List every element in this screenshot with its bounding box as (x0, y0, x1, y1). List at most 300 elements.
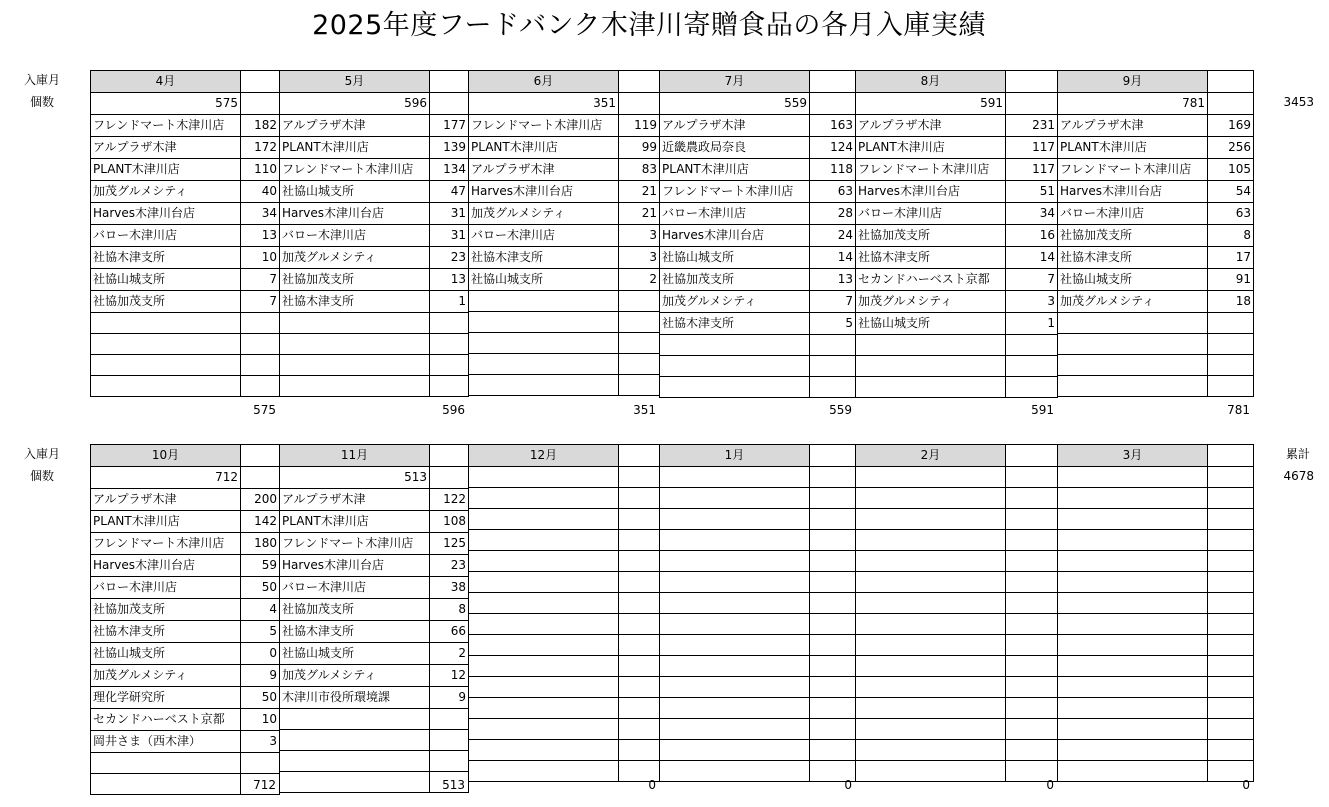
donor-name (660, 635, 810, 656)
donor-qty: 117 (1006, 137, 1058, 159)
donor-name (660, 593, 810, 614)
month-count: 559 (660, 93, 810, 115)
donor-name (1058, 376, 1208, 397)
donor-name (469, 551, 619, 572)
table-row (1058, 247, 1254, 269)
donor-qty: 13 (810, 269, 856, 291)
month-header: 3月 (1058, 445, 1208, 467)
table-row (660, 356, 856, 377)
donor-name (1058, 488, 1208, 509)
donor-name (280, 334, 430, 355)
donor-name (1058, 719, 1208, 740)
donor-name (660, 551, 810, 572)
table-row (856, 203, 1058, 225)
donor-qty (810, 635, 856, 656)
donor-name: アルプラザ木津 (91, 137, 241, 159)
table-row (660, 181, 856, 203)
donor-qty (810, 593, 856, 614)
table-row (1058, 677, 1254, 698)
donor-name: 社協山城支所 (856, 313, 1006, 335)
table-row (469, 203, 660, 225)
donor-name: 社協木津支所 (280, 291, 430, 313)
donor-qty: 139 (430, 137, 469, 159)
donor-qty (810, 335, 856, 356)
donor-qty (810, 530, 856, 551)
donor-qty (810, 656, 856, 677)
month-table (659, 444, 855, 782)
donor-qty (1208, 509, 1254, 530)
donor-qty (1006, 635, 1058, 656)
table-row (280, 269, 469, 291)
donor-name (856, 572, 1006, 593)
table-row (1058, 376, 1254, 397)
donor-name: アルプラザ木津 (469, 159, 619, 181)
table-row (91, 159, 280, 181)
donor-qty: 63 (810, 181, 856, 203)
donor-name: Harves木津川台店 (469, 181, 619, 203)
donor-name (856, 530, 1006, 551)
donor-name: バロー木津川店 (660, 203, 810, 225)
donor-qty: 0 (241, 643, 280, 665)
donor-name (469, 291, 619, 312)
donor-name: 加茂グルメシティ (469, 203, 619, 225)
donor-name (469, 312, 619, 333)
donor-name: 加茂グルメシティ (280, 247, 430, 269)
header-blank-cell (1208, 445, 1254, 467)
donor-name: 社協山城支所 (91, 269, 241, 291)
donor-qty: 172 (241, 137, 280, 159)
donor-name: アルプラザ木津 (856, 115, 1006, 137)
table-row (660, 530, 856, 551)
donor-qty (1208, 313, 1254, 334)
header-blank-cell (430, 71, 469, 93)
donor-qty: 99 (619, 137, 660, 159)
donor-qty (619, 291, 660, 312)
donor-name (1058, 677, 1208, 698)
donor-name: 社協木津支所 (856, 247, 1006, 269)
donor-name (660, 740, 810, 761)
donor-qty: 14 (1006, 247, 1058, 269)
donor-qty: 9 (241, 665, 280, 687)
donor-name: PLANT木津川店 (856, 137, 1006, 159)
table-row (856, 530, 1058, 551)
donor-qty: 117 (1006, 159, 1058, 181)
table-row (280, 115, 469, 137)
count-blank-cell (1208, 467, 1254, 488)
table-row (469, 740, 660, 761)
table-row (1058, 635, 1254, 656)
table-row (91, 621, 280, 643)
month-count (469, 467, 619, 488)
donor-name (856, 356, 1006, 377)
table-row (280, 225, 469, 247)
donor-name (91, 334, 241, 355)
table-row (1058, 115, 1254, 137)
month-count: 351 (469, 93, 619, 115)
donor-qty: 21 (619, 181, 660, 203)
donor-qty: 119 (619, 115, 660, 137)
table-row (1058, 740, 1254, 761)
donor-name (280, 376, 430, 397)
donor-qty (1006, 572, 1058, 593)
donor-qty: 10 (241, 709, 280, 731)
table-row (91, 753, 280, 774)
table-row (660, 698, 856, 719)
donor-name (1058, 614, 1208, 635)
month-header: 2月 (856, 445, 1006, 467)
donor-qty: 7 (241, 291, 280, 313)
table-row (856, 159, 1058, 181)
donor-qty (810, 698, 856, 719)
table-row (660, 247, 856, 269)
donor-qty: 142 (241, 511, 280, 533)
donor-qty (1208, 355, 1254, 376)
month-header: 5月 (280, 71, 430, 93)
table-row (660, 269, 856, 291)
table-row (856, 719, 1058, 740)
donor-qty: 3 (241, 731, 280, 753)
donor-qty (1006, 335, 1058, 356)
donor-name (1058, 740, 1208, 761)
donor-name: Harves木津川台店 (660, 225, 810, 247)
count-blank-cell (241, 93, 280, 115)
donor-name: バロー木津川店 (280, 225, 430, 247)
donor-name: PLANT木津川店 (280, 511, 430, 533)
donor-name (91, 313, 241, 334)
donor-qty (619, 719, 660, 740)
count-row-label: 個数 (30, 469, 55, 483)
donor-name: PLANT木津川店 (1058, 137, 1208, 159)
donor-qty: 124 (810, 137, 856, 159)
donor-name (660, 377, 810, 398)
donor-qty (430, 355, 469, 376)
month-footer-total: 596 (442, 403, 465, 417)
donor-qty: 24 (810, 225, 856, 247)
donor-qty (1208, 334, 1254, 355)
donor-qty: 118 (810, 159, 856, 181)
table-row (469, 247, 660, 269)
donor-name (856, 677, 1006, 698)
table-row (1058, 355, 1254, 376)
donor-qty: 13 (430, 269, 469, 291)
donor-qty (1208, 635, 1254, 656)
table-row (660, 572, 856, 593)
month-count: 596 (280, 93, 430, 115)
month-count: 575 (91, 93, 241, 115)
table-row (856, 677, 1058, 698)
month-table (279, 444, 468, 793)
table-row (280, 159, 469, 181)
table-row (280, 751, 469, 772)
donor-name (469, 740, 619, 761)
table-row (1058, 225, 1254, 247)
table-row (856, 593, 1058, 614)
donor-qty: 200 (241, 489, 280, 511)
donor-qty (1006, 551, 1058, 572)
table-row (469, 225, 660, 247)
donor-name (469, 509, 619, 530)
donor-qty: 31 (430, 225, 469, 247)
month-count (1058, 467, 1208, 488)
table-row (660, 593, 856, 614)
donor-qty (619, 530, 660, 551)
table-row (660, 225, 856, 247)
table-row (469, 375, 660, 396)
table-row (91, 533, 280, 555)
header-blank-cell (810, 71, 856, 93)
table-row (1058, 614, 1254, 635)
table-row (280, 376, 469, 397)
table-row (91, 313, 280, 334)
table-row (856, 698, 1058, 719)
table-row (856, 614, 1058, 635)
table-row (856, 137, 1058, 159)
month-header: 10月 (91, 445, 241, 467)
donor-name: バロー木津川店 (91, 577, 241, 599)
table-row (91, 137, 280, 159)
donor-name (660, 677, 810, 698)
donor-qty (1208, 572, 1254, 593)
donor-name: 理化学研究所 (91, 687, 241, 709)
donor-qty: 7 (810, 291, 856, 313)
table-row (856, 247, 1058, 269)
donor-name: 社協加茂支所 (856, 225, 1006, 247)
donor-qty: 16 (1006, 225, 1058, 247)
donor-name: PLANT木津川店 (660, 159, 810, 181)
header-blank-cell (1006, 71, 1058, 93)
table-row (469, 269, 660, 291)
table-row (91, 665, 280, 687)
donor-qty (241, 334, 280, 355)
table-row (660, 137, 856, 159)
table-row (856, 377, 1058, 398)
donor-qty (1006, 488, 1058, 509)
table-row (1058, 269, 1254, 291)
table-row (280, 555, 469, 577)
donor-name (1058, 530, 1208, 551)
count-blank-cell (1006, 467, 1058, 488)
donor-qty: 54 (1208, 181, 1254, 203)
table-row (856, 656, 1058, 677)
donor-name: 社協山城支所 (469, 269, 619, 291)
donor-qty: 50 (241, 687, 280, 709)
table-row (660, 313, 856, 335)
donor-name: アルプラザ木津 (1058, 115, 1208, 137)
donor-name (856, 635, 1006, 656)
count-blank-cell (1208, 93, 1254, 115)
donor-name: 社協加茂支所 (91, 291, 241, 313)
donor-qty: 231 (1006, 115, 1058, 137)
donor-qty (241, 313, 280, 334)
table-row (1058, 509, 1254, 530)
table-row (91, 203, 280, 225)
donor-name (469, 698, 619, 719)
table-row (1058, 593, 1254, 614)
donor-name (469, 375, 619, 396)
table-row (1058, 551, 1254, 572)
month-header: 7月 (660, 71, 810, 93)
donor-qty: 163 (810, 115, 856, 137)
donor-qty: 7 (1006, 269, 1058, 291)
donor-name: アルプラザ木津 (91, 489, 241, 511)
donor-qty (619, 488, 660, 509)
donor-name: アルプラザ木津 (280, 115, 430, 137)
donor-qty: 91 (1208, 269, 1254, 291)
donor-name: 加茂グルメシティ (660, 291, 810, 313)
donor-name (1058, 698, 1208, 719)
donor-qty: 66 (430, 621, 469, 643)
table-row (91, 731, 280, 753)
month-table (90, 444, 279, 795)
donor-qty: 2 (430, 643, 469, 665)
donor-qty (619, 312, 660, 333)
table-row (91, 599, 280, 621)
donor-name: 加茂グルメシティ (91, 665, 241, 687)
table-row (280, 313, 469, 334)
donor-name (1058, 313, 1208, 334)
month-footer-total: 351 (633, 403, 656, 417)
table-row (469, 656, 660, 677)
donor-qty: 8 (430, 599, 469, 621)
donor-qty: 9 (430, 687, 469, 709)
table-row (469, 181, 660, 203)
donor-name (469, 719, 619, 740)
donor-name (856, 377, 1006, 398)
donor-qty (1006, 677, 1058, 698)
table-row (660, 551, 856, 572)
donor-name (469, 572, 619, 593)
table-row (469, 551, 660, 572)
table-row (280, 577, 469, 599)
donor-name: フレンドマート木津川店 (280, 533, 430, 555)
table-row (91, 687, 280, 709)
donor-qty (619, 354, 660, 375)
month-row-label: 入庫月 (24, 447, 61, 461)
table-row (1058, 159, 1254, 181)
grand-total-2: 4678 (1283, 469, 1314, 483)
donor-qty: 40 (241, 181, 280, 203)
donor-name (469, 614, 619, 635)
page-title: 2025年度フードバンク木津川寄贈食品の各月入庫実績 (312, 10, 986, 41)
donor-qty: 5 (810, 313, 856, 335)
donor-qty (1006, 698, 1058, 719)
donor-name: バロー木津川店 (856, 203, 1006, 225)
donor-name (469, 656, 619, 677)
donor-qty (1006, 377, 1058, 398)
table-row (660, 377, 856, 398)
donor-qty (619, 509, 660, 530)
donor-qty: 108 (430, 511, 469, 533)
donor-name: PLANT木津川店 (91, 159, 241, 181)
table-row (280, 687, 469, 709)
donor-name: アルプラザ木津 (660, 115, 810, 137)
donor-qty: 3 (619, 247, 660, 269)
donor-name: 社協加茂支所 (280, 599, 430, 621)
donor-name: 近畿農政局奈良 (660, 137, 810, 159)
donor-qty: 177 (430, 115, 469, 137)
donor-name (91, 355, 241, 376)
donor-qty (810, 719, 856, 740)
donor-name (280, 355, 430, 376)
month-table (468, 444, 659, 782)
donor-qty: 8 (1208, 225, 1254, 247)
donor-name: フレンドマート木津川店 (280, 159, 430, 181)
donor-name (856, 614, 1006, 635)
donor-qty (810, 572, 856, 593)
table-row (660, 159, 856, 181)
donor-name (856, 509, 1006, 530)
donor-qty (1208, 376, 1254, 397)
count-blank-cell (810, 467, 856, 488)
donor-name: PLANT木津川店 (91, 511, 241, 533)
month-count: 591 (856, 93, 1006, 115)
donor-qty (1208, 488, 1254, 509)
donor-name (469, 488, 619, 509)
cumulative-label: 累計 (1286, 447, 1311, 461)
header-blank-cell (241, 445, 280, 467)
table-row (280, 137, 469, 159)
table-row (856, 488, 1058, 509)
table-row (91, 489, 280, 511)
donor-qty (430, 313, 469, 334)
donor-name: 社協木津支所 (660, 313, 810, 335)
table-row (660, 203, 856, 225)
donor-qty (810, 509, 856, 530)
donor-qty (810, 677, 856, 698)
month-header: 12月 (469, 445, 619, 467)
grand-total-1: 3453 (1283, 95, 1314, 109)
donor-name: 社協加茂支所 (660, 269, 810, 291)
donor-qty: 2 (619, 269, 660, 291)
donor-qty: 38 (430, 577, 469, 599)
donor-qty: 4 (241, 599, 280, 621)
count-blank-cell (430, 93, 469, 115)
table-row (280, 355, 469, 376)
donor-qty (810, 740, 856, 761)
donor-qty (1006, 719, 1058, 740)
month-footer-total: 712 (253, 778, 276, 792)
donor-name: Harves木津川台店 (91, 555, 241, 577)
donor-qty (1208, 740, 1254, 761)
donor-qty: 17 (1208, 247, 1254, 269)
table-row (856, 291, 1058, 313)
table-row (660, 509, 856, 530)
donor-name (660, 509, 810, 530)
donor-name: Harves木津川台店 (280, 555, 430, 577)
table-row (280, 643, 469, 665)
table-row (280, 621, 469, 643)
donor-name: 加茂グルメシティ (280, 665, 430, 687)
donor-qty (619, 572, 660, 593)
donor-name (856, 698, 1006, 719)
table-row (91, 225, 280, 247)
donor-qty (1208, 677, 1254, 698)
donor-qty (1006, 509, 1058, 530)
table-row (856, 115, 1058, 137)
table-row (280, 247, 469, 269)
table-row (1058, 334, 1254, 355)
donor-qty (810, 551, 856, 572)
header-blank-cell (241, 71, 280, 93)
month-footer-total: 0 (1046, 778, 1054, 792)
month-table (1057, 444, 1253, 782)
donor-qty: 23 (430, 247, 469, 269)
donor-qty: 182 (241, 115, 280, 137)
donor-qty (241, 753, 280, 774)
table-row (469, 291, 660, 312)
count-blank-cell (430, 467, 469, 489)
donor-qty (1006, 530, 1058, 551)
